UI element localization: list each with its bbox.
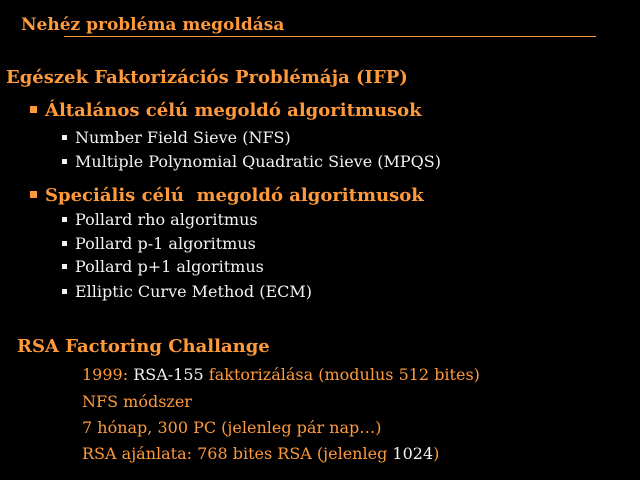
- list-item: Pollard rho algoritmus: [62, 210, 258, 229]
- list-item: Pollard p-1 algoritmus: [62, 234, 256, 253]
- square-bullet-icon: [62, 264, 67, 269]
- special-algorithms-label: Speciális célú megoldó algoritmusok: [45, 185, 424, 206]
- section-heading-ifp: Egészek Faktorizációs Problémája (IFP): [6, 67, 408, 88]
- square-bullet-icon: [30, 191, 37, 198]
- section-heading-rsa: RSA Factoring Challange: [17, 336, 270, 357]
- rsa-line-2: NFS módszer: [82, 392, 192, 411]
- 1024-highlight: 1024: [392, 444, 434, 463]
- square-bullet-icon: [62, 159, 67, 164]
- list-item: Elliptic Curve Method (ECM): [62, 282, 312, 301]
- square-bullet-icon: [62, 135, 67, 140]
- title-underline: [64, 36, 596, 37]
- special-algorithms-heading: [30, 185, 424, 206]
- list-item: Number Field Sieve (NFS): [62, 128, 291, 147]
- square-bullet-icon: [62, 241, 67, 246]
- list-item: Multiple Polynomial Quadratic Sieve (MPQS): [62, 152, 441, 171]
- general-algorithms-heading: [30, 100, 422, 121]
- general-algorithms-label: Általános célú megoldó algoritmusok: [45, 100, 422, 121]
- list-item: Pollard p+1 algoritmus: [62, 257, 264, 276]
- rsa-line-4: RSA ajánlata: 768 bites RSA (jelenleg 1024): [82, 444, 440, 463]
- slide-title: Nehéz probléma megoldása: [21, 15, 285, 35]
- rsa-line-1: 1999: RSA-155 faktorizálása (modulus 512 bites): [82, 365, 480, 384]
- square-bullet-icon: [62, 217, 67, 222]
- square-bullet-icon: [62, 289, 67, 294]
- rsa-155-highlight: RSA-155: [133, 365, 204, 384]
- square-bullet-icon: [30, 106, 37, 113]
- rsa-line-3: 7 hónap, 300 PC (jelenleg pár nap…): [82, 418, 382, 437]
